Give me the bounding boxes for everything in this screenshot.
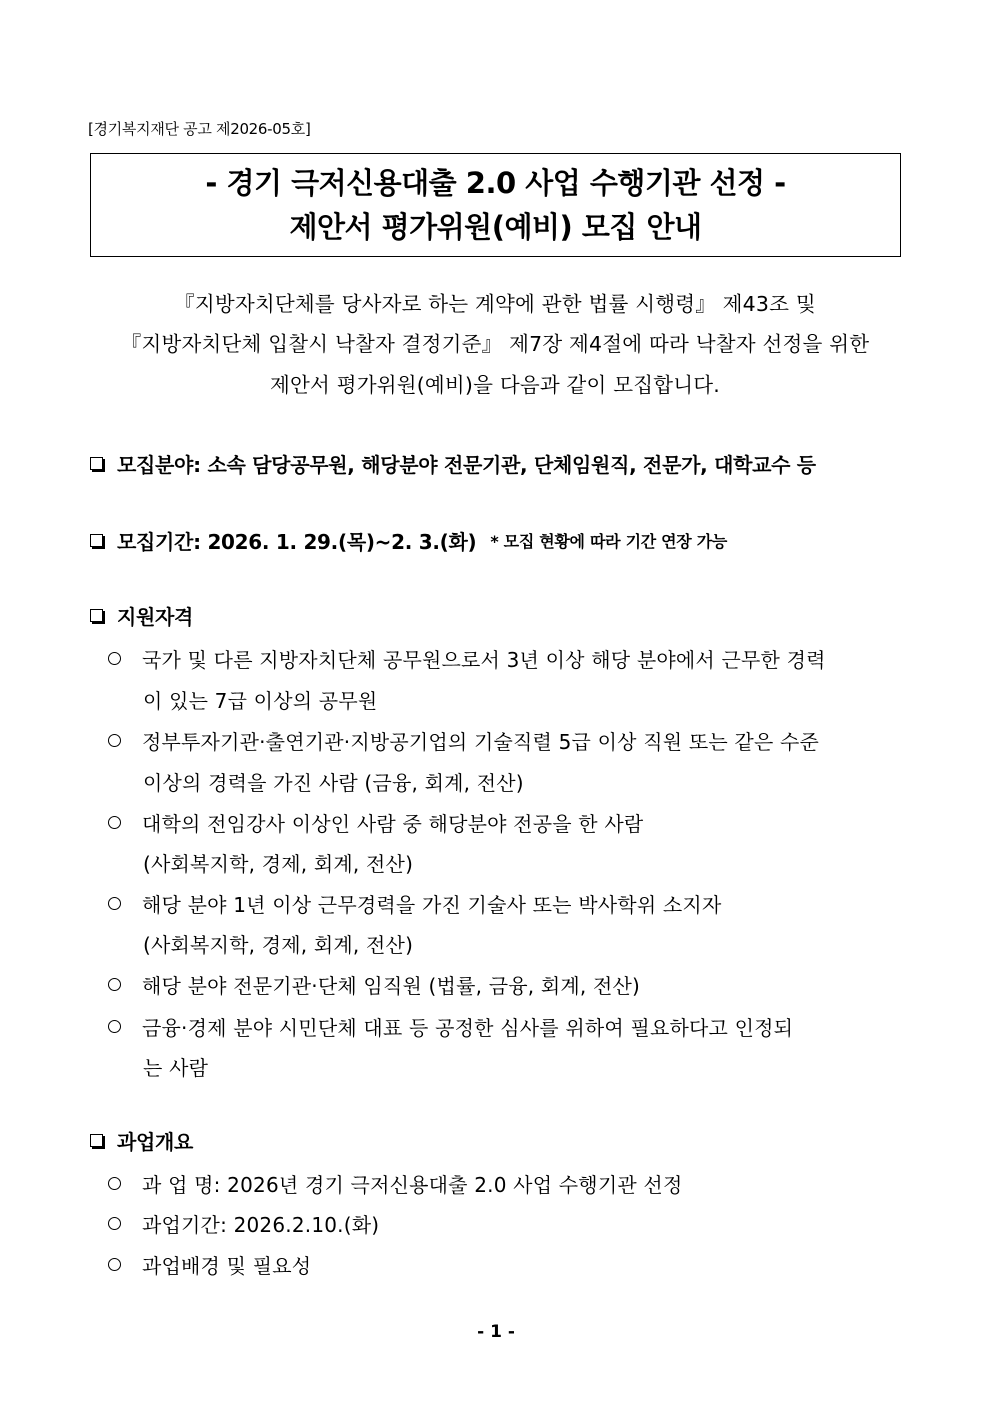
qualification-item (108, 808, 643, 837)
qualification-item (108, 644, 826, 673)
qualification-item-text: 해당 분야 전문기관·단체 임직원 (법률, 금융, 회계, 전산) (142, 974, 641, 998)
title-box (90, 153, 901, 257)
qualification-item-text: 국가 및 다른 지방자치단체 공무원으로서 3년 이상 해당 분야에서 근무한 경력 (142, 648, 826, 672)
qualification-item-text: 정부투자기관·출연기관·지방공기업의 기술직렬 5급 이상 직원 또는 같은 수준 (142, 730, 820, 754)
recruit-field-text: 모집분야: 소속 담당공무원, 해당분야 전문기관, 단체임원직, 전문가, 대학교수 등 (117, 453, 816, 477)
recruit-period-note: * 모집 현황에 따라 기간 연장 가능 (490, 532, 728, 551)
qualification-item-continuation: (사회복지학, 경제, 회계, 전산) (143, 852, 414, 876)
notice-reference-number: [경기복지재단 공고 제2026-05호] (88, 120, 311, 138)
recruit-period-text: 모집기간: 2026. 1. 29.(목)~2. 3.(화) (117, 530, 477, 554)
intro-line-3: 제안서 평가위원(예비)을 다음과 같이 모집합니다. (269, 373, 721, 397)
title-line-2: 제안서 평가위원(예비) 모집 안내 (289, 210, 702, 244)
overview-item-text: 과업기간: 2026.2.10.(화) (142, 1213, 380, 1237)
circle-bullet-icon (108, 1020, 121, 1033)
title-line-1: - 경기 극저신용대출 2.0 사업 수행기관 선정 - (205, 166, 786, 200)
section-recruit-period (90, 526, 727, 555)
qualification-item-continuation: 는 사람 (143, 1056, 209, 1080)
qualification-item-text: 대학의 전임강사 이상인 사람 중 해당분야 전공을 한 사람 (142, 812, 644, 836)
overview-item (108, 1169, 682, 1198)
checkbox-square-icon (90, 609, 103, 622)
page-number: - 1 - (477, 1322, 515, 1342)
qualification-item (108, 726, 819, 755)
intro-line-1: 『지방자치단체를 당사자로 하는 계약에 관한 법률 시행령』 제43조 및 (174, 292, 816, 316)
overview-heading: 과업개요 (117, 1130, 194, 1154)
circle-bullet-icon (108, 816, 121, 829)
qualification-item (108, 970, 640, 999)
qualification-item-continuation: 이상의 경력을 가진 사람 (금융, 회계, 전산) (143, 771, 524, 795)
circle-bullet-icon (108, 1217, 121, 1230)
overview-item-text: 과업배경 및 필요성 (142, 1254, 312, 1278)
section-qualification-heading (90, 601, 193, 630)
circle-bullet-icon (108, 1177, 121, 1190)
section-recruit-field (90, 449, 816, 478)
overview-item (108, 1209, 379, 1238)
circle-bullet-icon (108, 1258, 121, 1271)
circle-bullet-icon (108, 734, 121, 747)
circle-bullet-icon (108, 897, 121, 910)
circle-bullet-icon (108, 652, 121, 665)
qualification-item-continuation: (사회복지학, 경제, 회계, 전산) (143, 933, 414, 957)
qualification-item-text: 금융·경제 분야 시민단체 대표 등 공정한 심사를 위하여 필요하다고 인정되 (142, 1016, 794, 1040)
intro-line-2: 『지방자치단체 입찰시 낙찰자 결정기준』 제7장 제4절에 따라 낙찰자 선정을 위한 (120, 332, 870, 356)
qualification-heading: 지원자격 (117, 605, 194, 629)
qualification-item-text: 해당 분야 1년 이상 근무경력을 가진 기술사 또는 박사학위 소지자 (142, 893, 722, 917)
checkbox-square-icon (90, 534, 103, 547)
qualification-item (108, 889, 721, 918)
checkbox-square-icon (90, 457, 103, 470)
overview-item (108, 1250, 311, 1279)
qualification-item-continuation: 이 있는 7급 이상의 공무원 (143, 689, 378, 713)
overview-item-text: 과 업 명: 2026년 경기 극저신용대출 2.0 사업 수행기관 선정 (142, 1173, 683, 1197)
checkbox-square-icon (90, 1134, 103, 1147)
qualification-item (108, 1012, 793, 1041)
circle-bullet-icon (108, 978, 121, 991)
section-overview-heading (90, 1126, 193, 1155)
